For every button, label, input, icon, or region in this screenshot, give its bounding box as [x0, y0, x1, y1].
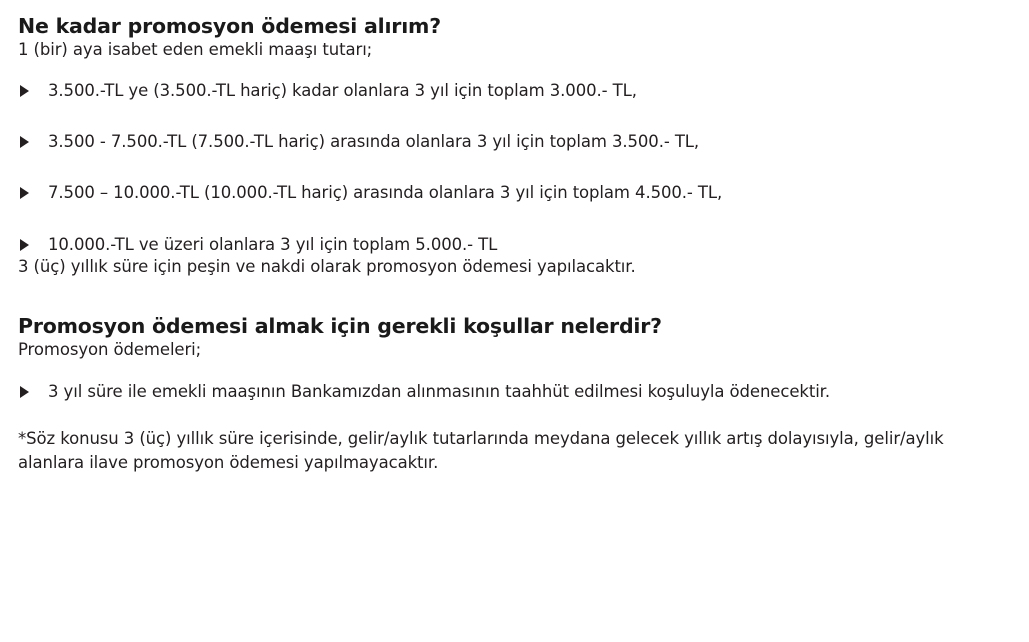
list-item-label: 10.000.-TL ve üzeri olanlara 3 yıl için toplam 5.000.- TL	[48, 234, 498, 254]
closing-paragraph-payment-amount: 3 (üç) yıllık süre için peşin ve nakdi olarak promosyon ödemesi yapılacaktır.	[18, 256, 636, 276]
section-spacer	[18, 278, 1011, 314]
section-heading-conditions: Promosyon ödemesi almak için gerekli koşullar nelerdir?	[18, 314, 662, 339]
list-item-label: 3.500.-TL ye (3.500.-TL hariç) kadar olanlara 3 yıl için toplam 3.000.- TL,	[48, 80, 637, 100]
list-item	[18, 381, 1011, 403]
lead-paragraph-payment-amount: 1 (bir) aya isabet eden emekli maaşı tutarı;	[18, 39, 373, 59]
list-item	[18, 182, 1011, 204]
bullet-list-conditions	[18, 381, 1011, 403]
list-item-label: 7.500 – 10.000.-TL (10.000.-TL hariç) arasında olanlara 3 yıl için toplam 4.500.- TL,	[48, 183, 723, 203]
triangle-bullet-icon	[18, 234, 48, 256]
triangle-bullet-icon	[18, 131, 48, 153]
list-item	[18, 131, 1011, 153]
bullet-list-payment-tiers	[18, 80, 1011, 256]
list-item-label: 3.500 - 7.500.-TL (7.500.-TL hariç) arasında olanlara 3 yıl için toplam 3.500.- TL,	[48, 132, 700, 152]
list-item-label: 3 yıl süre ile emekli maaşının Bankamızdan alınmasının taahhüt edilmesi koşuluyla ödenecektir.	[48, 382, 830, 402]
triangle-bullet-icon	[18, 80, 48, 102]
footnote-annual-increase: *Söz konusu 3 (üç) yıllık süre içerisinde, gelir/aylık tutarlarında meydana gelecek yıllık artış dolayısıyla, gelir/aylık alanlara ilave promosyon ödemesi yapılmayacaktır.	[18, 429, 944, 473]
triangle-bullet-icon	[18, 182, 48, 204]
section-heading-payment-amount: Ne kadar promosyon ödemesi alırım?	[18, 14, 441, 38]
triangle-bullet-icon	[18, 381, 48, 403]
lead-paragraph-conditions: Promosyon ödemeleri;	[18, 339, 202, 359]
list-item	[18, 234, 1011, 256]
list-item	[18, 80, 1011, 102]
